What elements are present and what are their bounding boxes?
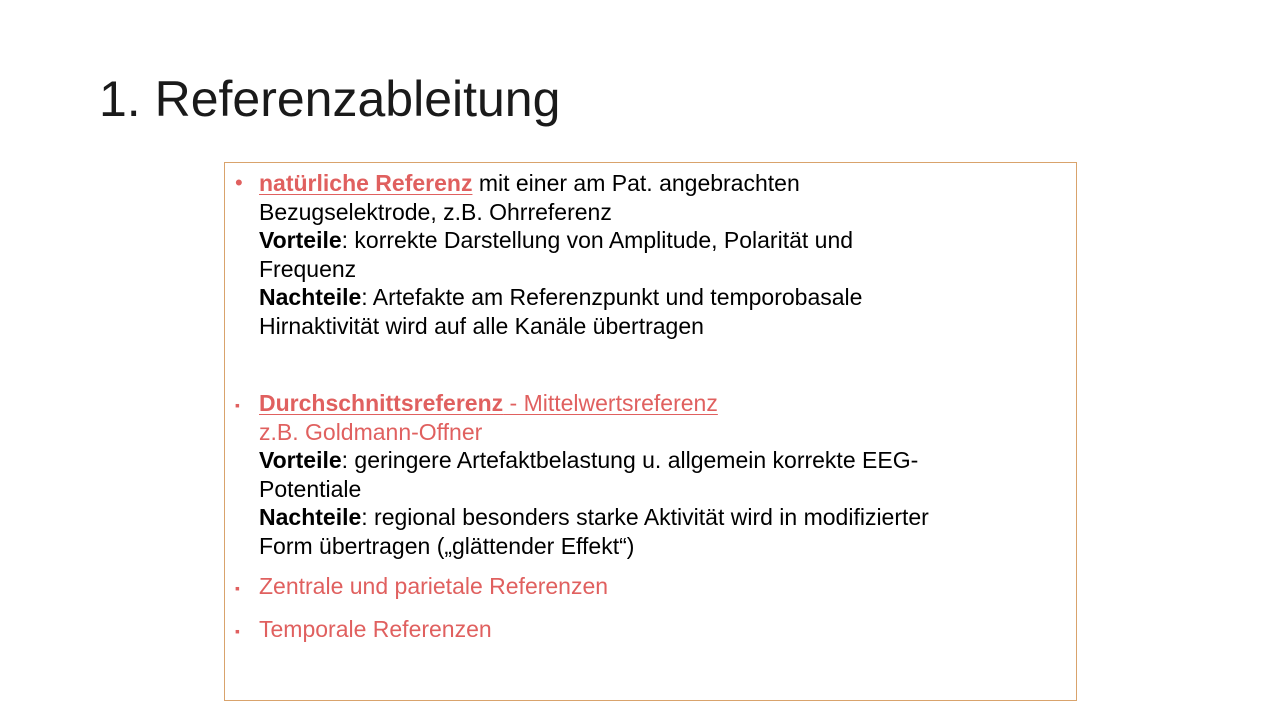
bullet-heading: Temporale Referenzen — [259, 616, 492, 642]
cons-text-continued: Hirnaktivität wird auf alle Kanäle übertragen — [259, 312, 704, 339]
bullet-text — [259, 169, 1059, 340]
pros-label: Vorteile — [259, 447, 342, 473]
pros-text-continued: Frequenz — [259, 255, 357, 282]
bullet-text — [259, 389, 1059, 560]
bullet-durchschnittsreferenz — [235, 389, 1059, 560]
bullet-heading-rest: mit einer am Pat. angebrachten — [472, 170, 800, 196]
bullet-heading-rest: - Mittelwertsreferenz — [503, 390, 718, 416]
cons-line — [259, 283, 1059, 312]
cons-text-continued: Form übertragen („glättender Effekt“) — [259, 532, 635, 559]
bullet-natuerliche-referenz — [235, 169, 1059, 340]
bullet-temporale-referenzen — [235, 615, 1059, 644]
cons-text: : Artefakte am Referenzpunkt und temporobasale — [361, 284, 863, 310]
bullet-square-icon: ▪ — [235, 397, 240, 413]
bullet-heading: Durchschnittsreferenz — [259, 390, 504, 416]
bullet-example: z.B. Goldmann-Offner — [259, 418, 483, 445]
bullet-text — [259, 615, 1059, 644]
pros-label: Vorteile — [259, 227, 342, 253]
bullet-heading: Zentrale und parietale Referenzen — [259, 573, 609, 599]
bullet-heading: natürliche Referenz — [259, 170, 473, 196]
cons-text: : regional besonders starke Aktivität wird in modifizierter — [361, 504, 929, 530]
bullet-heading-line — [259, 169, 1059, 198]
bullet-zentrale-referenzen — [235, 572, 1059, 601]
content-box — [224, 162, 1077, 701]
bullet-square-icon: ▪ — [235, 580, 240, 596]
slide-title: 1. Referenzableitung — [99, 71, 561, 127]
pros-line — [259, 446, 1059, 475]
bullet-text — [259, 572, 1059, 601]
cons-label: Nachteile — [259, 284, 362, 310]
cons-label: Nachteile — [259, 504, 362, 530]
pros-line — [259, 226, 1059, 255]
cons-line — [259, 503, 1059, 532]
bullet-square-icon: ▪ — [235, 623, 240, 639]
bullet-example: Bezugselektrode, z.B. Ohrreferenz — [259, 198, 612, 225]
bullet-dot-icon: • — [235, 170, 243, 195]
bullet-heading-line — [259, 389, 1059, 418]
pros-text: : korrekte Darstellung von Amplitude, Polarität und — [341, 227, 854, 253]
pros-text-continued: Potentiale — [259, 475, 362, 502]
pros-text: : geringere Artefaktbelastung u. allgemein korrekte EEG- — [341, 447, 919, 473]
